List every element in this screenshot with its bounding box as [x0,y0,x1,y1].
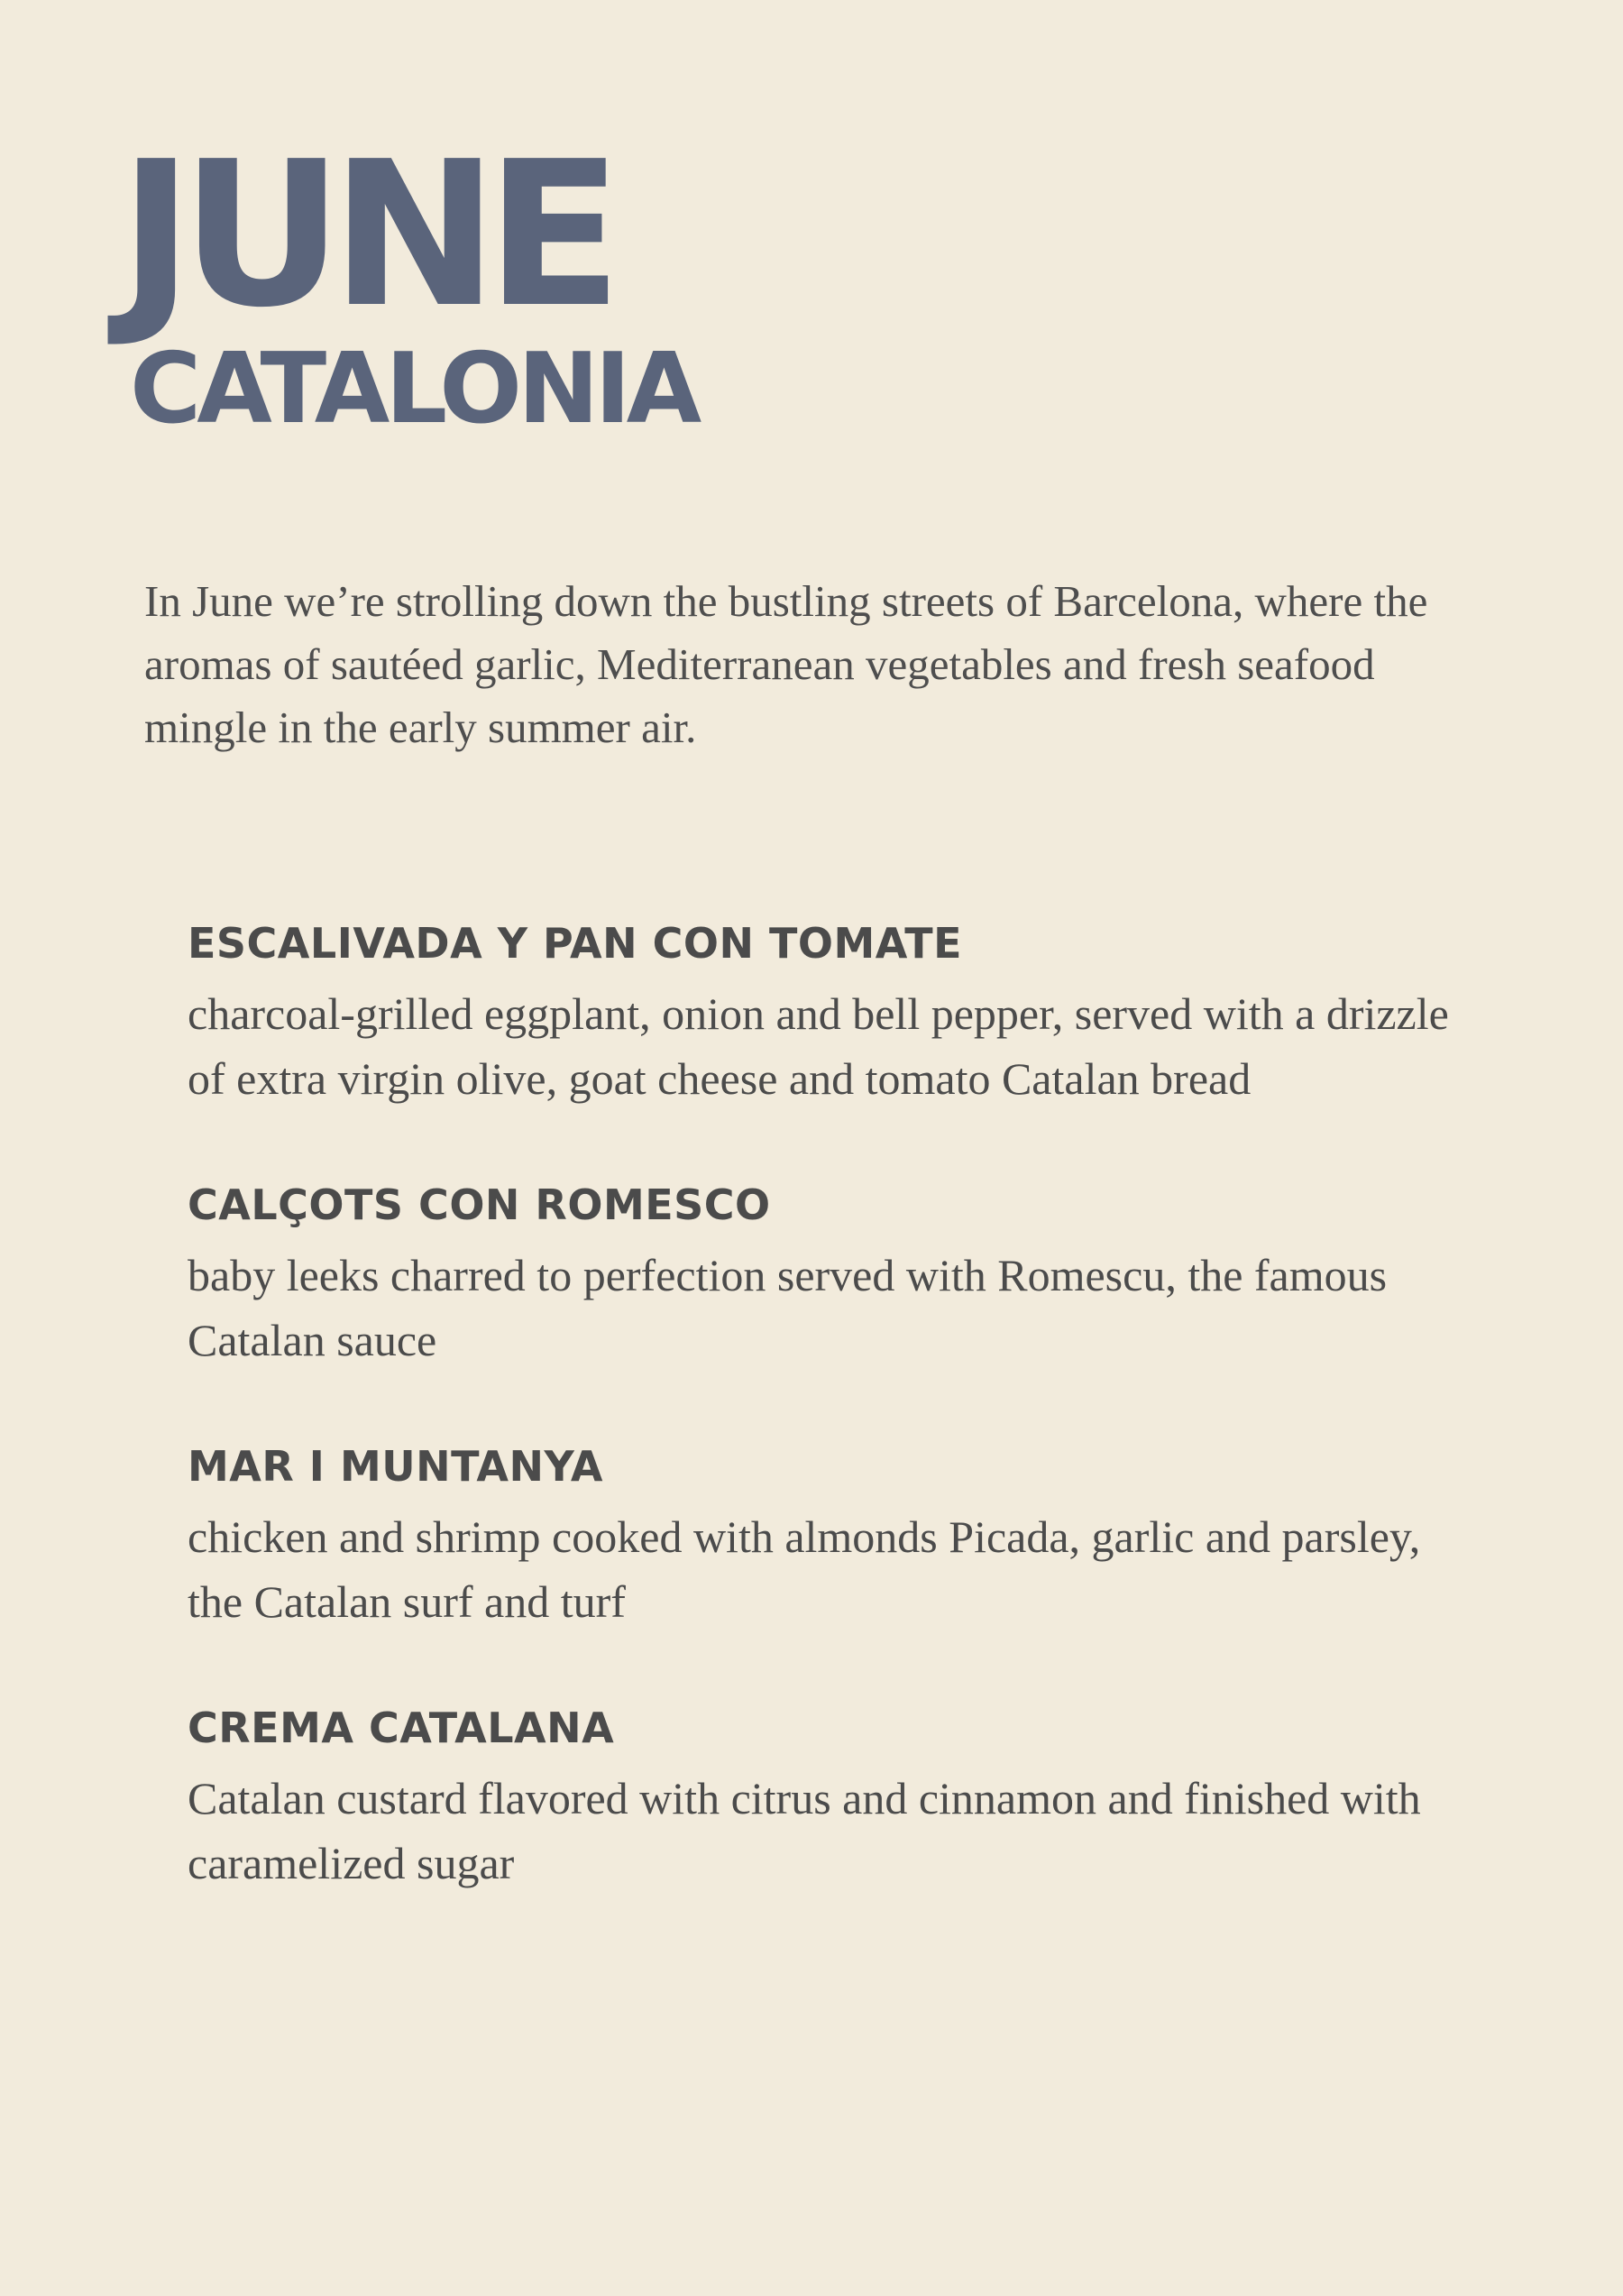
page-title-month: JUNE [119,119,610,352]
dish-name: MAR I MUNTANYA [188,1442,603,1491]
dish-name: ESCALIVADA Y PAN CON TOMATE [188,919,963,968]
menu-item [188,1172,1468,1373]
menu-item [188,1434,1468,1634]
dish-name: CALÇOTS CON ROMESCO [188,1180,771,1229]
dish-description: Catalan custard flavored with citrus and cinnamon and finished with caramelized sugar [188,1773,1421,1888]
dish-description: charcoal-grilled eggplant, onion and bell pepper, served with a drizzle of extra virgin olive, goat cheese and tomato Catalan bread [188,988,1449,1104]
dish-name: CREMA CATALANA [188,1704,615,1752]
menu-list [188,911,1468,1957]
intro-paragraph: In June we’re strolling down the bustling streets of Barcelona, where the aromas of sautéed garlic, Mediterranean vegetables and fresh seafood mingle in the early summer air. [144,576,1428,752]
menu-item [188,1695,1468,1896]
menu-item [188,911,1468,1111]
dish-description: chicken and shrimp cooked with almonds Picada, garlic and parsley, the Catalan surf and turf [188,1511,1421,1627]
page-title-region: CATALONIA [130,333,698,445]
dish-description: baby leeks charred to perfection served with Romescu, the famous Catalan sauce [188,1250,1388,1365]
